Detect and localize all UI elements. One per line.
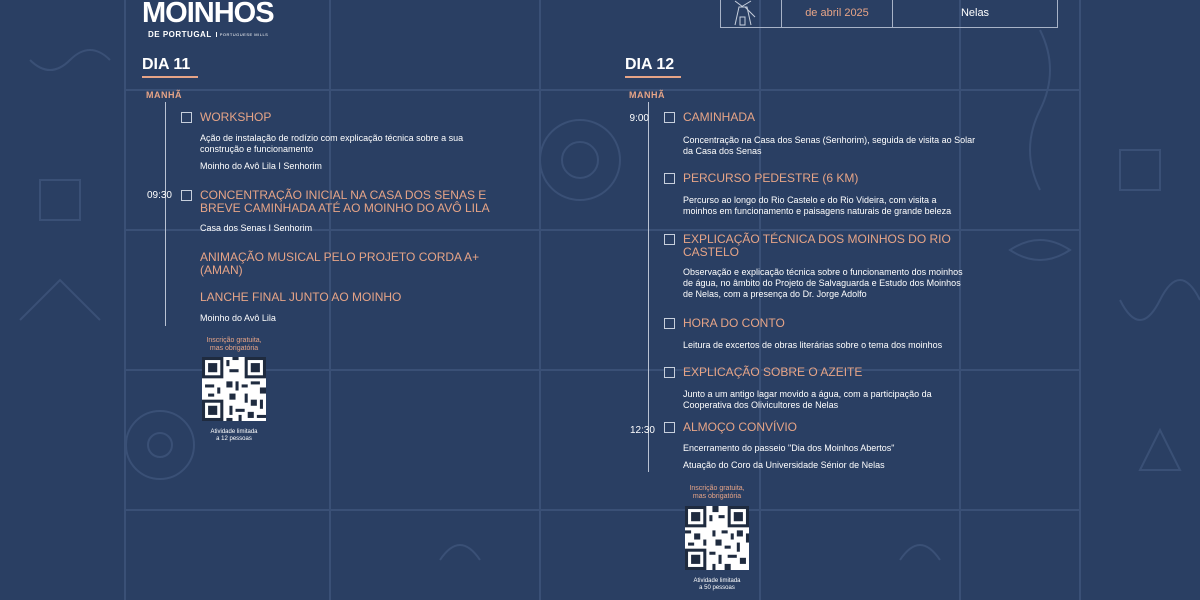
day11-qr-note-line: mas obrigatória	[209, 345, 259, 352]
day12-item-marker	[664, 112, 675, 123]
mill-icon-cell	[721, 0, 782, 27]
day12-item-title: HORA DO CONTO	[683, 316, 785, 330]
event-date: de abril 2025	[782, 0, 893, 27]
logo-subtitle	[148, 30, 272, 39]
day12-qr-foot-line: a 50 pessoas	[699, 585, 735, 591]
day12-item-marker	[664, 173, 675, 184]
day11-qr-foot	[194, 429, 274, 443]
day11-qr-foot-line: a 12 pessoas	[216, 436, 252, 442]
day11-item-desc: Moinho do Avô Lila	[200, 313, 276, 323]
day12-item-title: EXPLICAÇÃO TÉCNICA DOS MOINHOS DO RIO	[683, 232, 951, 246]
day12-qr-note-line: mas obrigatória	[692, 493, 742, 500]
day11-underline	[142, 76, 198, 78]
day11-heading	[142, 56, 198, 78]
day12-qr-note-line: Inscrição gratuita,	[689, 485, 745, 492]
day11-timeline-line	[165, 102, 166, 326]
day12-item-marker	[664, 367, 675, 378]
day12-timeline-line	[648, 102, 649, 472]
day12-item-time: 12:30	[629, 425, 655, 436]
day11-qr-note-line: Inscrição gratuita,	[206, 337, 262, 344]
event-info-box	[720, 0, 1058, 28]
day11-item-title: ANIMAÇÃO MUSICAL PELO PROJETO CORDA A+	[200, 250, 480, 264]
day12-item-desc: Percurso ao longo do Rio Castelo e do Rio Videira, com visita a	[683, 195, 937, 205]
day12-item-title: ALMOÇO CONVÍVIO	[683, 420, 798, 434]
event-place: Nelas	[960, 7, 990, 19]
mill-icon	[721, 0, 781, 27]
day11-qr-foot-line: Atividade limitada	[210, 429, 258, 435]
day11-item-marker	[181, 112, 192, 123]
day12-item-desc: Encerramento do passeio "Dia dos Moinhos Abertos"	[683, 443, 895, 453]
day11-title: DIA 11	[142, 56, 191, 73]
day11-item-desc: construção e funcionamento	[200, 144, 314, 154]
day12-period: MANHÃ	[629, 90, 665, 100]
day12-item-title-line2: CASTELO	[683, 245, 740, 259]
day12-item-desc: Observação e explicação técnica sobre o funcionamento dos moinhos	[683, 267, 963, 277]
day11-item-title-line2: BREVE CAMINHADA ATÉ AO MOINHO DO AVÔ LILA	[200, 201, 490, 215]
day11-qr-code[interactable]	[202, 357, 266, 421]
day12-item-desc: Atuação do Coro da Universidade Sénior de Nelas	[683, 460, 885, 470]
day11-item-title: LANCHE FINAL JUNTO AO MOINHO	[200, 290, 402, 304]
day12-item-desc: de água, no âmbito do Projeto de Salvaguarda e Estudo dos Moinhos	[683, 278, 961, 288]
day12-qr-note	[677, 485, 757, 501]
day11-item-time: 09:30	[146, 190, 172, 201]
day11-item-title: CONCENTRAÇÃO INICIAL NA CASA DOS SENAS E	[200, 188, 487, 202]
logo-tag: PORTUGUESE MILLS	[216, 32, 269, 37]
day11-item-desc: Casa dos Senas I Senhorim	[200, 223, 313, 233]
day12-heading	[625, 56, 681, 78]
day12-item-title: CAMINHADA	[683, 110, 756, 124]
day12-underline	[625, 76, 681, 78]
day12-item-marker	[664, 234, 675, 245]
logo-subtitle-text: DE PORTUGAL	[148, 30, 212, 39]
day11-period: MANHÃ	[146, 90, 182, 100]
day12-item-marker	[664, 318, 675, 329]
day12-qr-foot-line: Atividade limitada	[693, 578, 741, 584]
day11-item-title: WORKSHOP	[200, 110, 272, 124]
day12-item-time: 9:00	[629, 113, 649, 124]
day12-item-marker	[664, 422, 675, 433]
day12-item-desc: de Nelas, com a presença do Dr. Jorge Adolfo	[683, 289, 867, 299]
logo	[142, 0, 272, 39]
day12-item-desc: Concentração na Casa dos Senas (Senhorim), seguida de visita ao Solar	[683, 135, 976, 145]
day12-qr-foot	[677, 578, 757, 592]
day11-item-marker	[181, 190, 192, 201]
day12-qr-code[interactable]	[685, 506, 749, 570]
logo-title: MOINHOS	[142, 0, 274, 29]
day12-item-desc: Leitura de excertos de obras literárias sobre o tema dos moinhos	[683, 340, 943, 350]
day12-item-title: PERCURSO PEDESTRE (6 KM)	[683, 171, 859, 185]
day12-item-desc: Cooperativa dos Olivicultores de Nelas	[683, 400, 839, 410]
day11-item-title-line2: (AMAN)	[200, 263, 243, 277]
day11-qr-note	[194, 337, 274, 353]
day11-item-desc: Moinho do Avô Lila I Senhorim	[200, 161, 322, 171]
day11-item-desc: Ação de instalação de rodízio com explicação técnica sobre a sua	[200, 133, 464, 143]
day12-item-desc: Junto a um antigo lagar movido a água, com a participação da	[683, 389, 932, 399]
day12-item-title: EXPLICAÇÃO SOBRE O AZEITE	[683, 365, 863, 379]
day12-item-desc: moinhos em funcionamento e paisagens naturais de grande beleza	[683, 206, 952, 216]
day12-title: DIA 12	[625, 56, 675, 73]
day12-item-desc: da Casa dos Senas	[683, 146, 762, 156]
